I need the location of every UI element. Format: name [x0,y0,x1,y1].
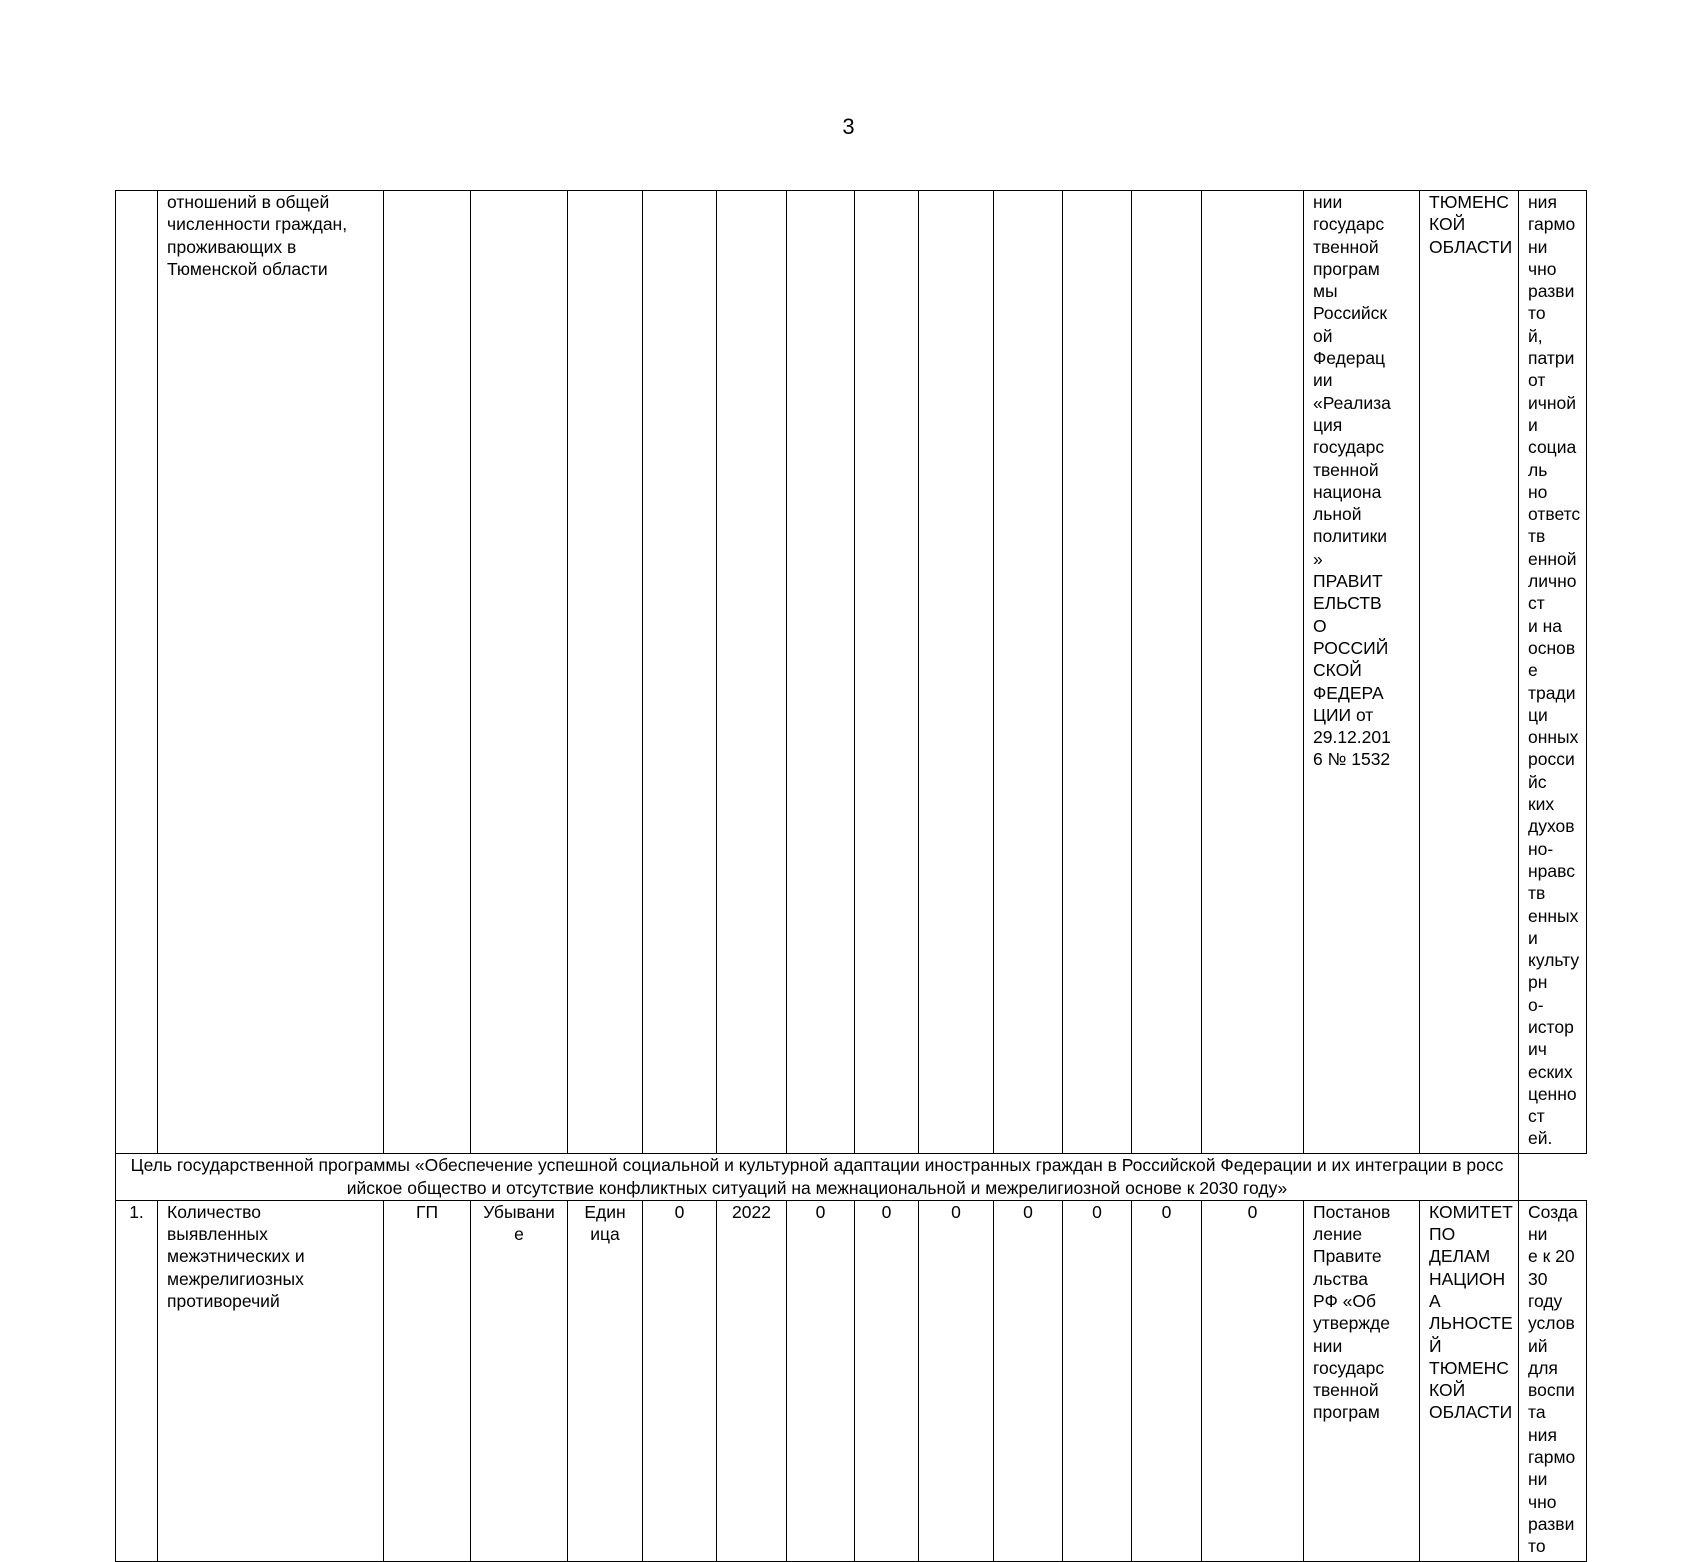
cell-level [384,191,471,1154]
cell-value [1132,191,1202,1154]
cell-value [919,191,994,1154]
cell-trend [471,191,568,1154]
cell-indicator-name: отношений в общей численности граждан, проживающих в Тюменской области [158,191,384,1154]
cell-base-year: 2022 [717,1200,787,1561]
cell-number [116,191,158,1154]
cell-base-value: 0 [643,1200,717,1561]
table-row [116,191,1587,1154]
goal-text: Цель государственной программы «Обеспечение успешной социальной и культурной адаптации иностранных граждан в Российской Федерации и их интеграции в российское общество и отсутствие конфликтных ситуаций на межнациональной и межрелигиозной основе к 2030 году» [116,1153,1519,1200]
cell-value: 0 [994,1200,1063,1561]
page-number: 3 [842,114,855,139]
goal-row [116,1153,1587,1200]
cell-value: 0 [787,1200,855,1561]
cell-responsible: КОМИТЕТ ПО ДЕЛАМ НАЦИОНА ЛЬНОСТЕ Й ТЮМЕНС КОЙ ОБЛАСТИ [1420,1200,1519,1561]
cell-value [1202,191,1304,1154]
cell-value: 0 [1202,1200,1304,1561]
cell-value [994,191,1063,1154]
cell-value: 0 [919,1200,994,1561]
cell-document: нии государс твенной програм мы Российск ой Федерац ии «Реализа ция государс твенной национа льной политики » ПРАВИТ ЕЛЬСТВ О РОССИЙ СКОЙ ФЕДЕРА ЦИИ от 29.12.201 6 № 1532 [1304,191,1420,1154]
cell-level: ГП [384,1200,471,1561]
cell-value [855,191,919,1154]
cell-link: Создани е к 2030 году условий для воспита ния гармони чно развито [1519,1200,1587,1561]
cell-value: 0 [1132,1200,1202,1561]
indicators-table [115,190,1587,1562]
cell-document: Постанов ление Правите льства РФ «Об утвержде нии государс твенной програм [1304,1200,1420,1561]
cell-indicator-name: Количество выявленных межэтнических и межрелигиозных противоречий [158,1200,384,1561]
cell-value: 0 [855,1200,919,1561]
cell-responsible: ТЮМЕНС КОЙ ОБЛАСТИ [1420,191,1519,1154]
cell-value: 0 [1063,1200,1132,1561]
cell-base-value [643,191,717,1154]
cell-number: 1. [116,1200,158,1561]
cell-trend: Убывани е [471,1200,568,1561]
cell-value [1063,191,1132,1154]
cell-base-year [717,191,787,1154]
cell-unit [568,191,643,1154]
cell-value [787,191,855,1154]
cell-unit: Един ица [568,1200,643,1561]
table-row [116,1200,1587,1561]
cell-link: ния гармони чно развито й, патриот ичной и социаль но ответств енной личност и на основе традици онных российс ких духовно- нравств енных и культурн о- историч еских ценност ей. [1519,191,1587,1154]
